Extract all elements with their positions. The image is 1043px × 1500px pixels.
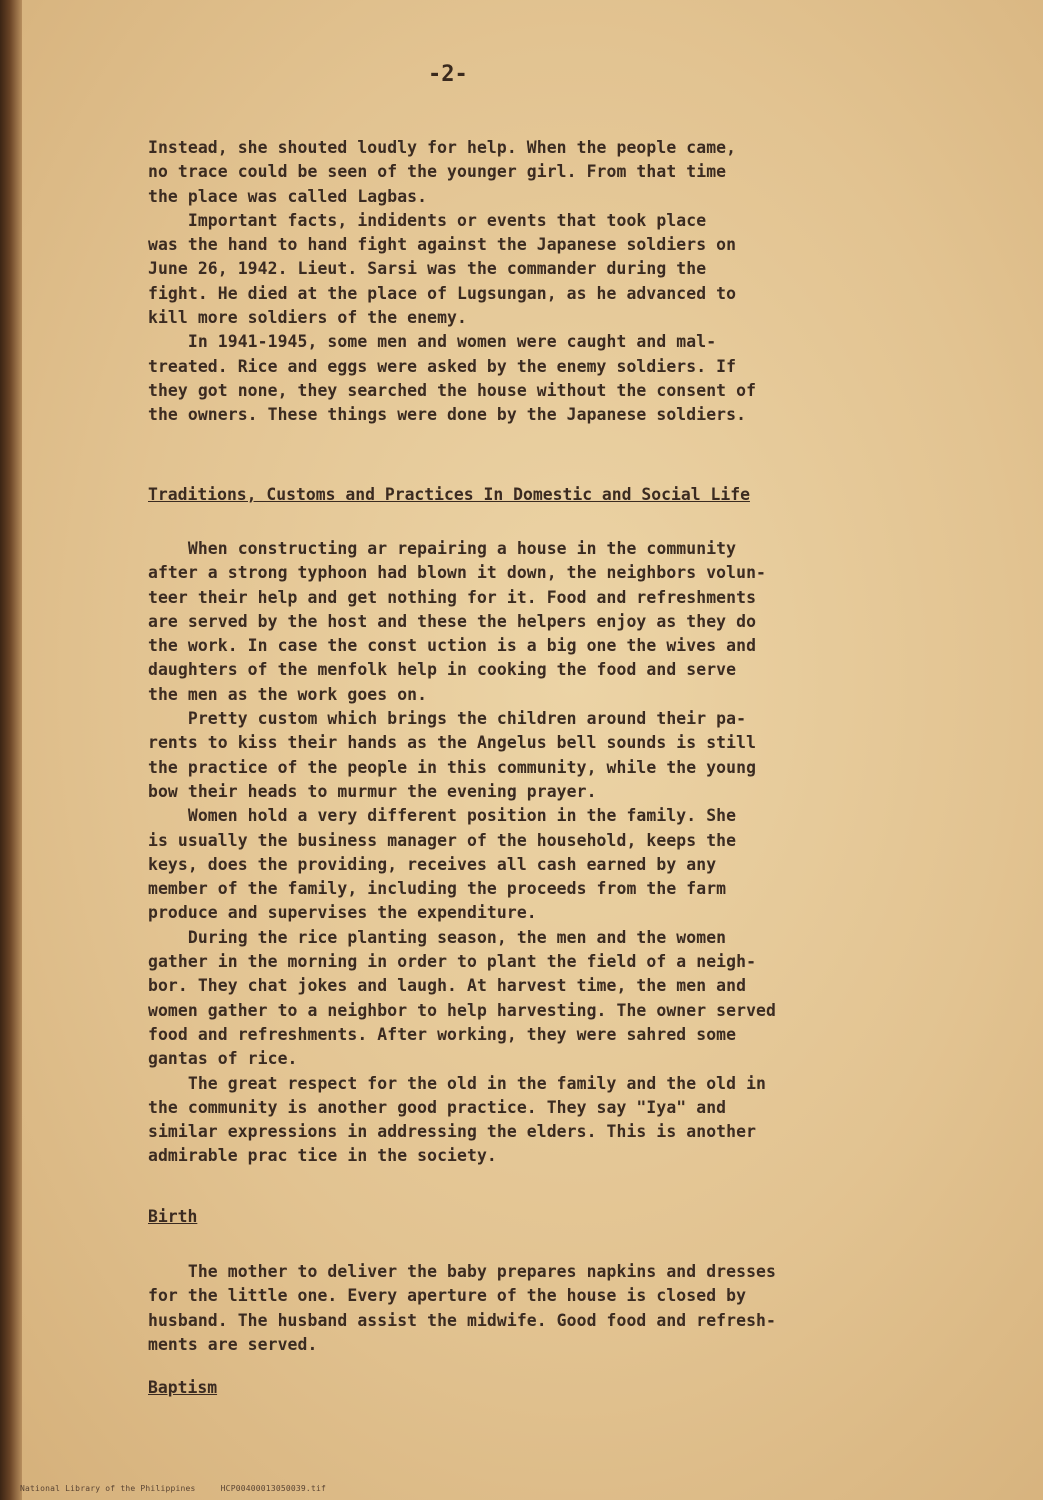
page-number: -2- — [428, 62, 468, 87]
heading-baptism: Baptism — [148, 1378, 218, 1397]
scan-footer: National Library of the Philippines HCP00400013050039.tif — [20, 1484, 327, 1493]
paragraph-traditions: When constructing ar repairing a house in the community after a strong typhoon had blown it down, the neighbors volun- teer their help and get nothing for it. Food and refreshments are served by the host and these the helpers enjoy as they do the work. In case the const uction is a big one the wives and daughters of the menfolk help in cooking the food and serve the men as the work goes on. Pretty custom which brings the children around their pa- rents to kiss their hands as the Angelus bell sounds is still the practice of the people in this community, while the young bow their heads to murmur the evening prayer. Women hold a very different position in the family. She is usually the business manager of the household, keeps the keys, does the providing, receives all cash earned by any member of the family, including the proceeds from the farm produce and supervises the expenditure. During the rice planting season, the men and the women gather in the morning in order to plant the field of a neigh- bor. They chat jokes and laugh. At harvest time, the men and women gather to a neighbor to help harvesting. The owner served food and refreshments. After working, they were sahred some gantas of rice. The great respect for the old in the family and the old in the community is another good practice. They say "Iya" and similar expressions in addressing the elders. This is another admirable prac tice in the society. — [148, 539, 776, 1166]
heading-birth: Birth — [148, 1207, 198, 1226]
paragraph-birth: The mother to deliver the baby prepares napkins and dresses for the little one. Every aperture of the house is closed by husband. The husband assist the midwife. Good food and refresh- ments are served. — [148, 1262, 776, 1354]
paragraph-history-events: Instead, she shouted loudly for help. When the people came, no trace could be seen of the younger girl. From that time the place was called Lagbas. Important facts, indidents or events that took place was the hand to hand fight against the Japanese soldiers on June 26, 1942. Lieut. Sarsi was the commander during the fight. He died at the place of Lugsungan, as he advanced to kill more soldiers of the enemy. In 1941-1945, some men and women were caught and mal- treated. Rice and eggs were asked by the enemy soldiers. If they got none, they searched the house without the consent of the owners. These things were done by the Japanese soldiers. — [148, 138, 757, 425]
heading-traditions: Traditions, Customs and Practices In Domestic and Social Life — [148, 485, 750, 504]
book-binding — [0, 0, 22, 1500]
